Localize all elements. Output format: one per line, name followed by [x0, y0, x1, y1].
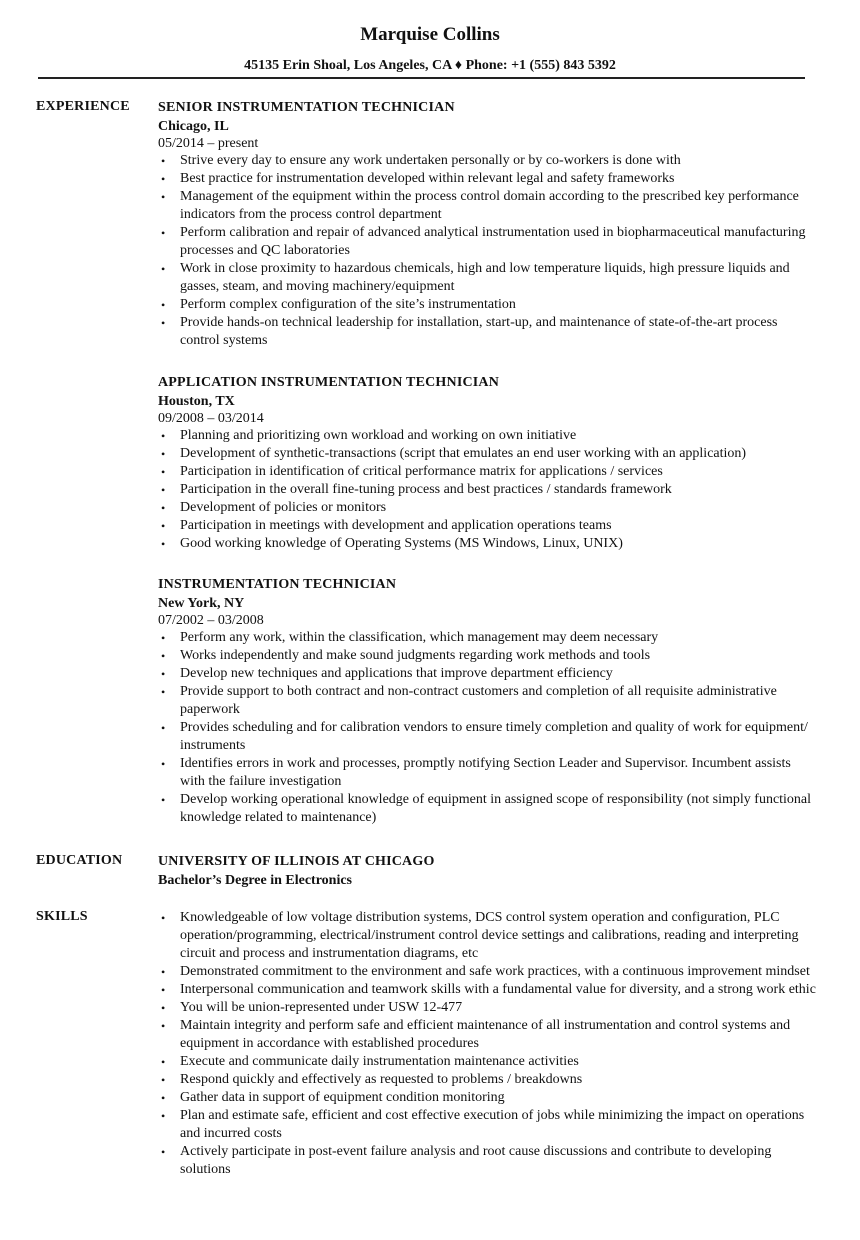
job-title: INSTRUMENTATION TECHNICIAN: [158, 577, 397, 592]
bullet-text: Participation in meetings with development and application operations teams: [180, 518, 612, 533]
list-item: [158, 963, 818, 981]
bullet-icon: •: [161, 298, 166, 312]
bullet-icon: •: [161, 1001, 166, 1015]
list-item: [158, 1017, 818, 1053]
list-item: [158, 260, 818, 296]
bullet-icon: •: [161, 262, 166, 276]
list-item: [158, 188, 818, 224]
bullet-icon: •: [161, 501, 166, 515]
list-item: [158, 463, 818, 481]
bullet-text: Perform calibration and repair of advanced analytical instrumentation used in biopharmaceutical manufacturing processes and QC laboratories: [180, 225, 806, 258]
skills-list: [158, 909, 818, 1179]
list-item: [158, 981, 818, 999]
bullet-text: Identifies errors in work and processes, promptly notifying Section Leader and Supervisor. Incumbent assists with the failure investigation: [180, 756, 791, 789]
bullet-text: Strive every day to ensure any work undertaken personally or by co-workers is done with: [180, 153, 681, 168]
bullet-icon: •: [161, 793, 166, 807]
list-item: [158, 999, 818, 1017]
list-item: [158, 152, 818, 170]
list-item: [158, 1071, 818, 1089]
list-item: [158, 683, 818, 719]
bullet-text: Participation in identification of critical performance matrix for applications / services: [180, 464, 663, 479]
list-item: [158, 535, 818, 553]
bullet-icon: •: [161, 519, 166, 533]
bullet-text: Best practice for instrumentation developed within relevant legal and safety frameworks: [180, 171, 675, 186]
bullet-text: Interpersonal communication and teamwork skills with a fundamental value for diversity, and a strong work ethic: [180, 982, 816, 997]
bullet-text: Provide support to both contract and non-contract customers and completion of all requisite administrative paperwork: [180, 684, 777, 717]
bullet-text: Works independently and make sound judgments regarding work methods and tools: [180, 648, 651, 663]
bullet-icon: •: [161, 483, 166, 497]
bullet-icon: •: [161, 649, 166, 663]
bullet-text: Work in close proximity to hazardous chemicals, high and low temperature liquids, high pressure liquids and gasses, steam, and moving machinery/equipment: [180, 261, 790, 294]
list-item: [158, 719, 818, 755]
bullet-text: Development of synthetic-transactions (script that emulates an end user working with an application): [180, 446, 747, 461]
job-duties: [158, 629, 818, 827]
bullet-text: Perform complex configuration of the site’s instrumentation: [180, 297, 516, 312]
list-item: [158, 296, 818, 314]
list-item: [158, 481, 818, 499]
degree: Bachelor’s Degree in Electronics: [158, 873, 353, 888]
list-item: [158, 909, 818, 963]
list-item: [158, 445, 818, 463]
bullet-icon: •: [161, 1019, 166, 1033]
bullet-icon: •: [161, 757, 166, 771]
bullet-text: Respond quickly and effectively as requested to problems / breakdowns: [180, 1072, 583, 1087]
bullet-text: Provides scheduling and for calibration vendors to ensure timely completion and quality of work for equipment/ instruments: [180, 720, 808, 753]
bullet-icon: •: [161, 1109, 166, 1123]
job-location: Chicago, IL: [158, 119, 229, 134]
job-title: APPLICATION INSTRUMENTATION TECHNICIAN: [158, 375, 500, 390]
list-item: [158, 224, 818, 260]
list-item: [158, 647, 818, 665]
bullet-text: Gather data in support of equipment condition monitoring: [180, 1090, 505, 1105]
list-item: [158, 499, 818, 517]
bullet-text: Participation in the overall fine-tuning process and best practices / standards framework: [180, 482, 672, 497]
bullet-text: Knowledgeable of low voltage distribution systems, DCS control system operation and configuration, PLC operation/programming, electrical/instrument control device settings and calibrations, reading and interpreting circuit and process and instrumentation diagrams, etc: [180, 910, 799, 961]
education-entry: [158, 853, 818, 890]
list-item: [158, 517, 818, 535]
bullet-icon: •: [161, 667, 166, 681]
job-entry: [158, 99, 818, 350]
bullet-icon: •: [161, 1055, 166, 1069]
list-item: [158, 629, 818, 647]
bullet-icon: •: [161, 1073, 166, 1087]
school-name: UNIVERSITY OF ILLINOIS AT CHICAGO: [158, 854, 435, 869]
bullet-text: Planning and prioritizing own workload and working on own initiative: [180, 428, 577, 443]
bullet-text: Develop working operational knowledge of equipment in assigned scope of responsibility (not simply functional knowledge related to maintenance): [180, 792, 812, 825]
bullet-icon: •: [161, 911, 166, 925]
job-location: Houston, TX: [158, 394, 235, 409]
list-item: [158, 1143, 818, 1179]
job-duties: [158, 427, 818, 553]
job-title: SENIOR INSTRUMENTATION TECHNICIAN: [158, 100, 455, 115]
bullet-icon: •: [161, 721, 166, 735]
bullet-icon: •: [161, 316, 166, 330]
bullet-icon: •: [161, 1145, 166, 1159]
job-entry: [158, 374, 818, 553]
job-dates: 05/2014 – present: [158, 136, 259, 151]
bullet-icon: •: [161, 983, 166, 997]
job-entry: [158, 576, 818, 827]
header-divider: [38, 77, 805, 79]
bullet-text: Plan and estimate safe, efficient and cost effective execution of jobs while minimizing the impact on operations and incurred costs: [180, 1108, 805, 1141]
bullet-text: Actively participate in post-event failure analysis and root cause discussions and contribute to developing solutions: [180, 1144, 772, 1177]
bullet-icon: •: [161, 190, 166, 204]
list-item: [158, 314, 818, 350]
bullet-icon: •: [161, 465, 166, 479]
list-item: [158, 1107, 818, 1143]
bullet-text: Development of policies or monitors: [180, 500, 387, 515]
list-item: [158, 427, 818, 445]
experience-heading: EXPERIENCE: [36, 99, 130, 114]
contact-line: 45135 Erin Shoal, Los Angeles, CA ♦ Phone: +1 (555) 843 5392: [244, 58, 616, 73]
bullet-text: Demonstrated commitment to the environment and safe work practices, with a continuous improvement mindset: [180, 964, 810, 979]
bullet-text: Develop new techniques and applications that improve department efficiency: [180, 666, 613, 681]
bullet-icon: •: [161, 226, 166, 240]
bullet-icon: •: [161, 965, 166, 979]
list-item: [158, 665, 818, 683]
job-location: New York, NY: [158, 596, 245, 611]
bullet-text: Provide hands-on technical leadership for installation, start-up, and maintenance of state-of-the-art process control systems: [180, 315, 778, 348]
bullet-text: Perform any work, within the classification, which management may deem necessary: [180, 630, 659, 645]
skills-entry: [158, 909, 818, 1179]
bullet-icon: •: [161, 1091, 166, 1105]
bullet-icon: •: [161, 429, 166, 443]
bullet-icon: •: [161, 172, 166, 186]
job-duties: [158, 152, 818, 350]
job-dates: 09/2008 – 03/2014: [158, 411, 264, 426]
bullet-text: Management of the equipment within the process control domain according to the prescribed key performance indicators from the process control department: [180, 189, 799, 222]
bullet-icon: •: [161, 154, 166, 168]
bullet-icon: •: [161, 537, 166, 551]
bullet-icon: •: [161, 685, 166, 699]
list-item: [158, 755, 818, 791]
list-item: [158, 1053, 818, 1071]
bullet-text: Maintain integrity and perform safe and efficient maintenance of all instrumentation and control systems and equipment in accordance with established procedures: [180, 1018, 791, 1051]
candidate-name: Marquise Collins: [360, 24, 500, 45]
bullet-icon: •: [161, 631, 166, 645]
education-heading: EDUCATION: [36, 853, 123, 868]
bullet-text: Good working knowledge of Operating Systems (MS Windows, Linux, UNIX): [180, 536, 623, 551]
bullet-text: You will be union-represented under USW 12-477: [180, 1000, 463, 1015]
bullet-text: Execute and communicate daily instrumentation maintenance activities: [180, 1054, 579, 1069]
skills-heading: SKILLS: [36, 909, 88, 924]
list-item: [158, 1089, 818, 1107]
bullet-icon: •: [161, 447, 166, 461]
job-dates: 07/2002 – 03/2008: [158, 613, 264, 628]
list-item: [158, 791, 818, 827]
list-item: [158, 170, 818, 188]
